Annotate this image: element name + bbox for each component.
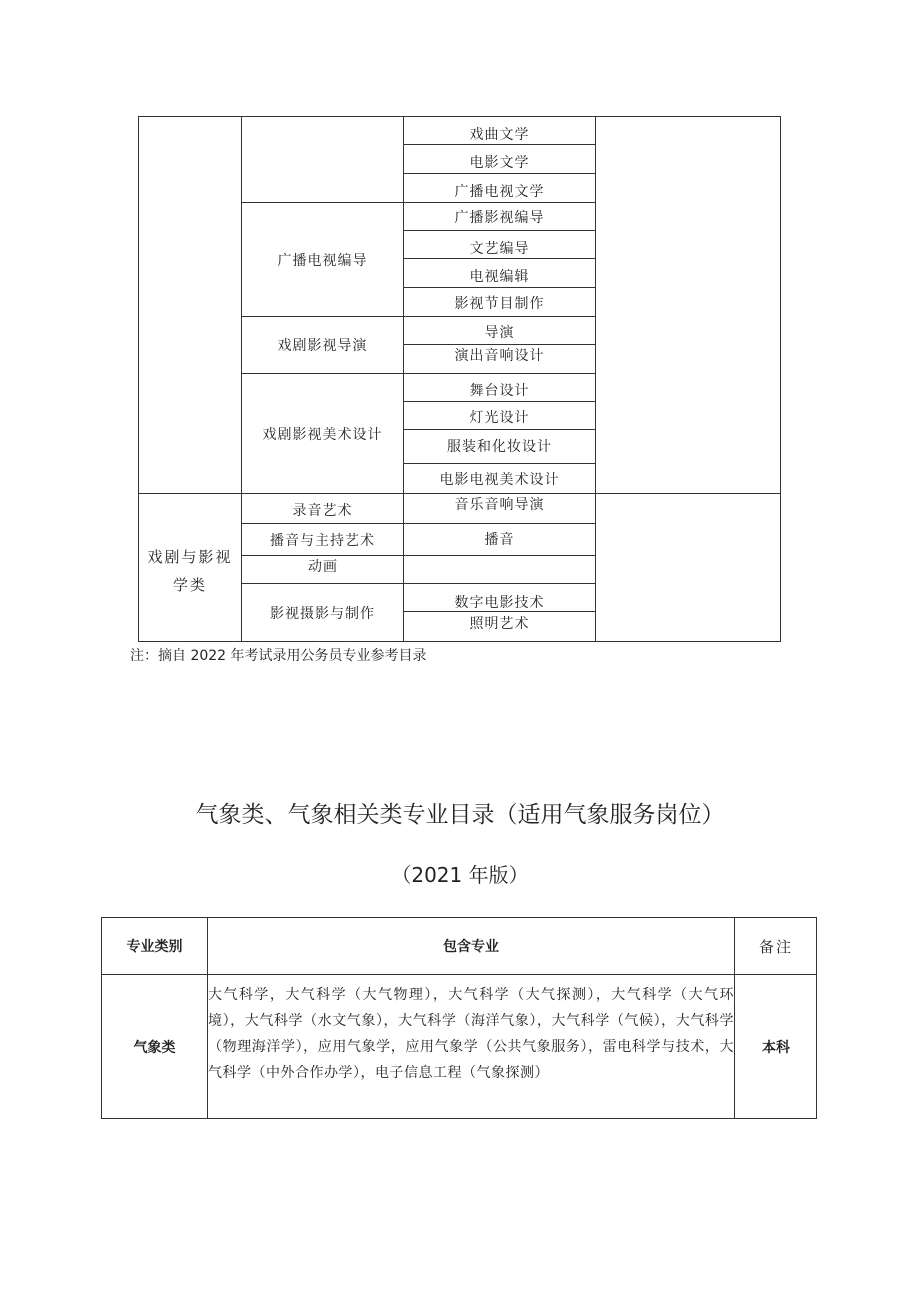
page-subtitle: （2021 年版） <box>391 863 529 887</box>
major-item: 电视编辑 <box>469 269 530 285</box>
group-broadcast-directing: 广播电视编导 <box>277 252 368 269</box>
group-drama-art-design: 戏剧影视美术设计 <box>262 426 383 443</box>
table1-divider <box>403 429 596 430</box>
major-item: 戏曲文学 <box>469 127 530 143</box>
major-item: 数字电影技术 <box>454 595 545 611</box>
header-remark: 备注 <box>758 937 793 956</box>
table1-col-divider-3 <box>595 116 596 642</box>
category-cell-line2: 学类 <box>172 575 207 594</box>
major-item: 灯光设计 <box>469 410 530 426</box>
row-category: 气象类 <box>133 1040 176 1056</box>
source-note: 注：摘自 2022 年考试录用公务员专业参考目录 <box>130 648 427 664</box>
major-item: 文艺编导 <box>469 241 530 257</box>
major-item: 舞台设计 <box>469 383 530 399</box>
group-animation: 动画 <box>308 559 338 575</box>
header-majors: 包含专业 <box>443 939 499 955</box>
major-item: 服装和化妆设计 <box>447 439 552 455</box>
major-item: 广播电视文学 <box>454 184 545 200</box>
table1-divider <box>403 463 596 464</box>
major-item: 电影电视美术设计 <box>439 472 560 488</box>
major-item: 照明艺术 <box>469 616 530 632</box>
row-majors: 大气科学，大气科学（大气物理），大气科学（大气探测），大气科学（大气环境），大气科学（水文气象），大气科学（海洋气象），大气科学（气候），大气科学（物理海洋学），应用气象学，应用气象学（公共气象服务），雷电科学与技术，大气科学（中外合作办学），电子信息工程（气象探测） <box>208 987 734 1081</box>
major-item: 影视节目制作 <box>454 296 545 312</box>
group-broadcast-hosting: 播音与主持艺术 <box>270 532 375 549</box>
page-title: 气象类、气象相关类专业目录（适用气象服务岗位） <box>195 802 725 828</box>
major-item: 播音 <box>484 532 515 548</box>
table2-header-divider <box>101 974 817 975</box>
category-cell-line1: 戏剧与影视 <box>147 547 233 566</box>
table1-border-bottom <box>138 641 781 642</box>
header-category: 专业类别 <box>126 939 183 955</box>
major-item: 演出音响设计 <box>454 348 545 364</box>
table1-border-right <box>780 116 781 642</box>
row-remark: 本科 <box>762 1040 790 1056</box>
major-item: 导演 <box>484 325 515 341</box>
major-item: 音乐音响导演 <box>454 497 545 513</box>
major-item: 广播影视编导 <box>454 210 545 226</box>
table1-border-top <box>138 116 781 117</box>
group-drama-directing: 戏剧影视导演 <box>277 338 368 354</box>
major-item: 电影文学 <box>469 155 530 171</box>
table1-divider <box>403 230 596 231</box>
group-recording-art: 录音艺术 <box>292 503 353 519</box>
group-photography: 影视摄影与制作 <box>270 605 375 622</box>
